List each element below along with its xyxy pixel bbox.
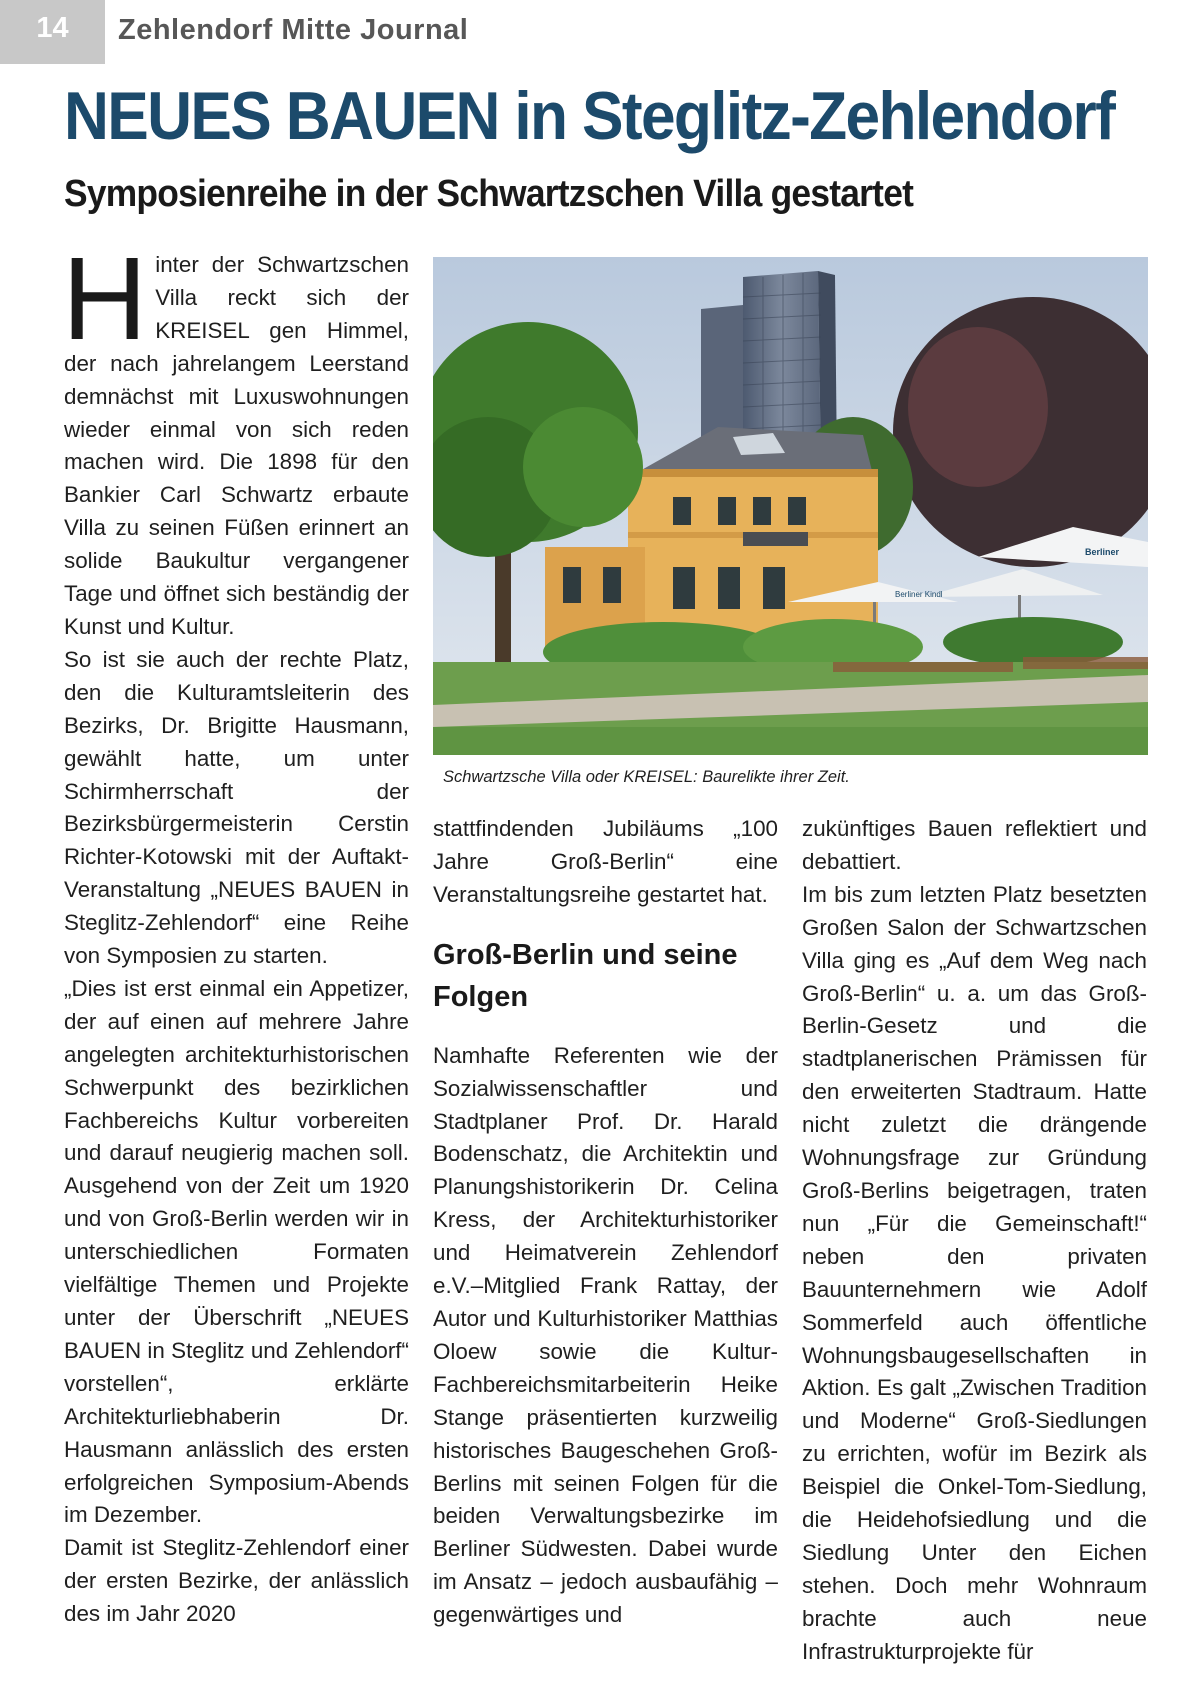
text-column-1 [62, 233, 409, 1631]
paragraph: „Dies ist erst einmal ein Appetizer, der auf einen auf mehrere Jahre angelegten architekturhistorischen Schwerpunkt des bezirklichen Fachbereichs Kultur vorbereiten und darauf neugierig machen soll. Ausgehend von der Zeit um 1920 und von Groß-Berlin werden wir in unterschiedlichen Formaten vielfältige Themen und Projekte unter der Überschrift „NEUES BAUEN in Steglitz und Zehlendorf“ vorstellen“, erklärte Architekturliebhaberin Dr. Hausmann anlässlich des ersten erfolgreichen Symposium-Abends im Dezember. [64, 975, 409, 1528]
drop-cap: H [62, 233, 148, 365]
lead-paragraph [62, 233, 409, 644]
villa-photo [433, 257, 1148, 755]
umbrella-text: Berliner Kindl [895, 590, 943, 599]
lead-text: inter der Schwartzschen Villa reckt sich der KREISEL gen Himmel, der nach jahrelangem Leerstand demnächst mit Luxuswohnungen wieder einmal von sich reden machen wird. Die 1898 für den Bankier Carl Schwartz erbaute Villa zu seinen Füßen erinnert an solide Baukultur vergangener Tage und öffnet sich beständig der Kunst und Kultur. [64, 252, 409, 639]
article-headline: NEUES BAUEN in Steglitz-Zehlendorf [64, 78, 1115, 154]
paragraph: Im bis zum letzten Platz besetzten Großen Salon der Schwartzschen Villa ging es „Auf dem Weg nach Groß-Berlin“ u. a. um das Groß-Berlin-Gesetz und die stadtplanerischen Prämissen für den erweiterten Stadtraum. Hatte nicht zuletzt die drängende Wohnungsfrage zur Gründung Groß-Berlins beigetragen, traten nun „Für die Gemeinschaft!“ neben den privaten Bauunternehmern wie Adolf Sommerfeld auch öffentliche Wohnungsbaugesellschaften in Aktion. Es galt „Zwischen Tradition und Moderne“ Groß-Siedlungen zu errichten, wofür im Bezirk als Beispiel die Onkel-Tom-Siedlung, die Heidehofsiedlung und die Siedlung Unter den Eichen stehen. Doch mehr Wohnraum brachte auch neue Infrastrukturprojekte für [802, 881, 1147, 1664]
paragraph: Damit ist Steglitz-Zehlendorf einer der ersten Bezirke, der anlässlich des im Jahr 2020 [64, 1535, 409, 1627]
journal-name: Zehlendorf Mitte Journal [118, 14, 469, 46]
article-subheadline: Symposienreihe in der Schwartzschen Villa gestartet [64, 173, 914, 215]
page-number: 14 [36, 12, 69, 44]
paragraph: Namhafte Referenten wie der Sozialwissenschaftler und Stadtplaner Prof. Dr. Harald Bodenschatz, die Architektin und Planungshistorikerin Dr. Celina Kress, der Architekturhistoriker und Heimatverein Zehlendorf e.V.–Mitglied Frank Rattay, der Autor und Kulturhistoriker Matthias Oloew sowie die Kultur-Fachbereichsmitarbeiterin Heike Stange präsentierten kurzweilig historisches Baugeschehen Groß-Berlins mit seinen Folgen für die beiden Verwaltungsbezirke im Berliner Südwesten. Dabei wurde im Ansatz – jedoch ausbaufähig – gegenwärtiges und [433, 1042, 778, 1628]
photo-caption: Schwartzsche Villa oder KREISEL: Baurelikte ihrer Zeit. [443, 768, 850, 786]
text-column-2 [433, 813, 778, 1632]
villa-photo-illustration [433, 257, 1148, 755]
paragraph: So ist sie auch der rechte Platz, den die Kulturamtsleiterin des Bezirks, Dr. Brigitte Hausmann, gewählt hatte, um unter Schirmherrschaft der Bezirksbürgermeisterin Cerstin Richter-Kotowski mit der Auftakt-Veranstaltung „NEUES BAUEN in Steglitz-Zehlendorf“ eine Reihe von Symposien zu starten. [64, 646, 409, 969]
paragraph: stattfindenden Jubiläums „100 Jahre Groß-Berlin“ eine Veranstaltungsreihe gestartet hat. [433, 816, 778, 907]
section-heading: Groß-Berlin und seine Folgen [433, 938, 738, 1013]
paragraph: zukünftiges Bauen reflektiert und debattiert. [802, 816, 1147, 874]
umbrella-text: Berliner [1085, 547, 1120, 557]
text-column-3 [802, 813, 1147, 1669]
